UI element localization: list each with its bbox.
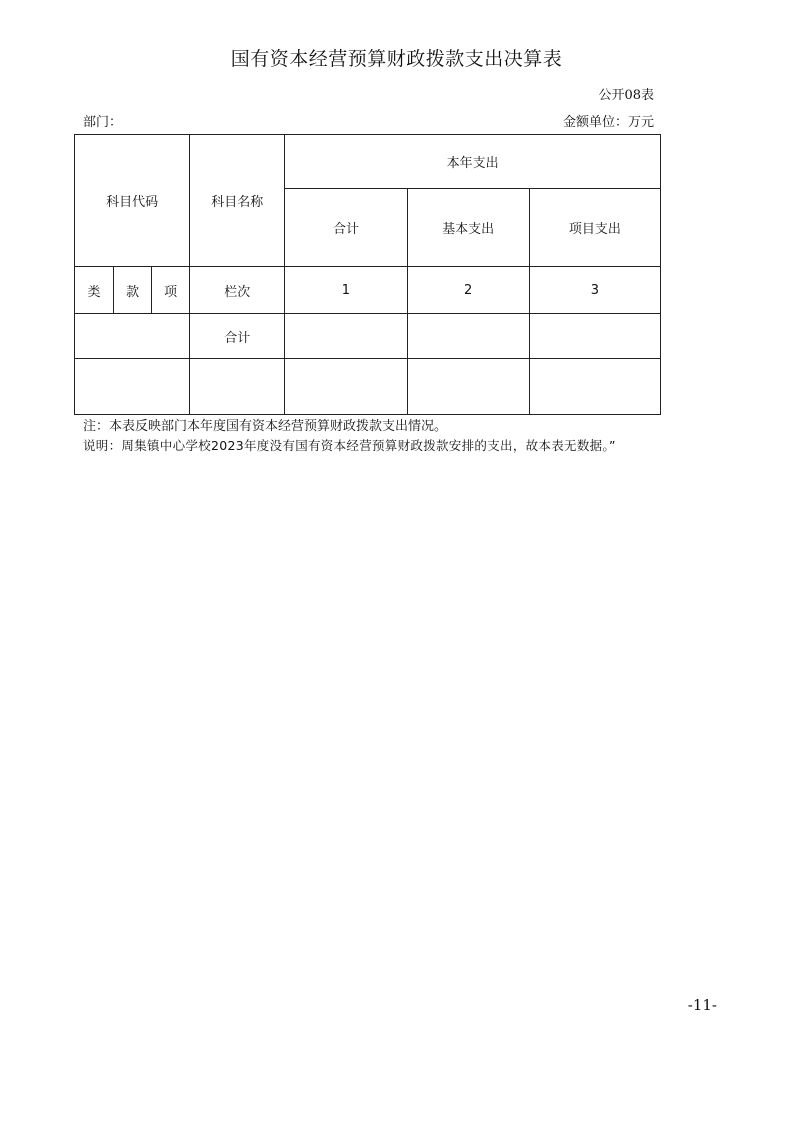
header-project-expense: 项目支出 — [529, 189, 660, 267]
explanation-text: 说明：周集镇中心学校2023年度没有国有资本经营预算财政拨款安排的支出，故本表无数据。” — [83, 438, 616, 453]
column-number-1: 1 — [285, 267, 407, 314]
blank-row-code-cell — [75, 359, 190, 415]
header-section: 款 — [114, 267, 152, 314]
total-row-code-cell — [75, 314, 190, 359]
column-number-3: 3 — [529, 267, 660, 314]
blank-row-name-cell — [190, 359, 285, 415]
header-current-year-expense: 本年支出 — [285, 135, 661, 189]
header-subject-name: 科目名称 — [190, 135, 285, 267]
table-row — [75, 359, 661, 415]
blank-row-basic-cell — [407, 359, 529, 415]
total-row-basic-value — [407, 314, 529, 359]
department-label: 部门： — [83, 115, 123, 130]
expense-table — [74, 134, 661, 415]
sub-header-row — [75, 267, 661, 314]
form-number: 公开08表 — [598, 88, 654, 103]
column-number-2: 2 — [407, 267, 529, 314]
blank-row-total-cell — [285, 359, 407, 415]
header-row — [75, 135, 661, 189]
header-basic-expense: 基本支出 — [407, 189, 529, 267]
header-subject-code: 科目代码 — [75, 135, 190, 267]
blank-row-project-cell — [529, 359, 660, 415]
page-number: -11- — [687, 996, 717, 1014]
header-column-order: 栏次 — [190, 267, 285, 314]
total-row-label: 合计 — [190, 314, 285, 359]
header-item: 项 — [152, 267, 190, 314]
total-row-total-value — [285, 314, 407, 359]
header-total: 合计 — [285, 189, 407, 267]
table-row — [75, 314, 661, 359]
table-note: 注：本表反映部门本年度国有资本经营预算财政拨款支出情况。 — [83, 419, 448, 434]
unit-label: 金额单位：万元 — [562, 115, 654, 130]
total-row-project-value — [529, 314, 660, 359]
page-title: 国有资本经营预算财政拨款支出决算表 — [230, 48, 563, 70]
header-category: 类 — [75, 267, 114, 314]
